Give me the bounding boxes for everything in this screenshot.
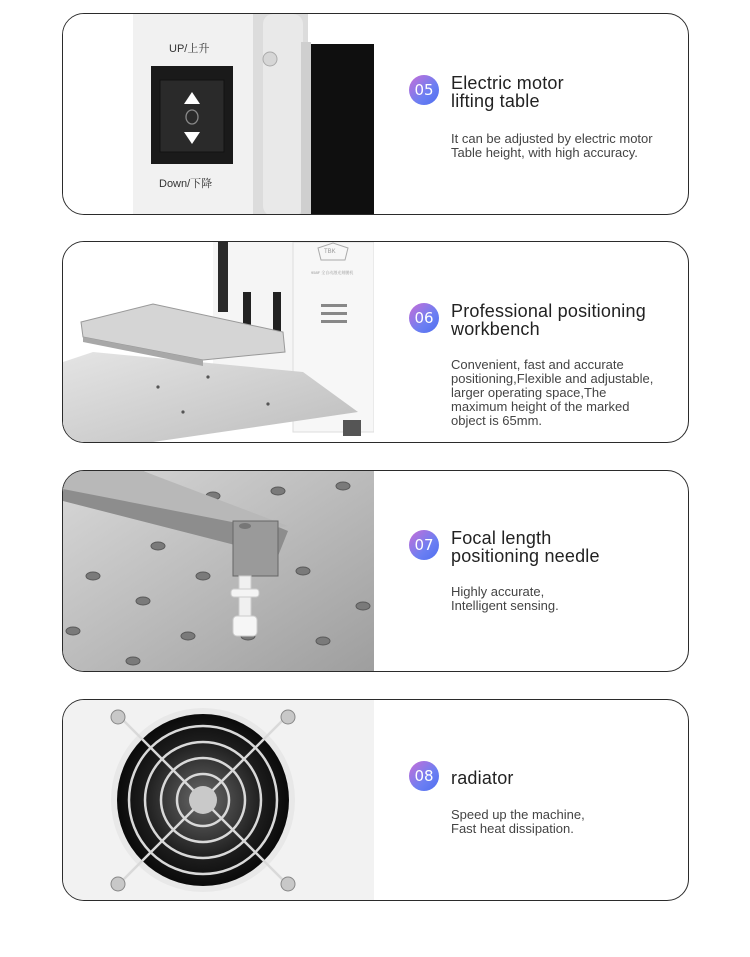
feature-description: It can be adjusted by electric motor Table height, with high accuracy. xyxy=(451,131,653,160)
feature-number-badge: 06 xyxy=(409,303,439,333)
brand-logo-text: TBK xyxy=(324,249,336,255)
feature-card-07 xyxy=(62,470,689,672)
feature-title: Professional positioning workbench xyxy=(451,301,646,339)
workbench-photo xyxy=(63,242,374,442)
feature-card-06 xyxy=(62,241,689,443)
feature-title: radiator xyxy=(451,768,514,788)
feature-description: Highly accurate, Intelligent sensing. xyxy=(451,584,559,613)
down-label: Down/下降 xyxy=(159,178,213,190)
feature-title: Focal length positioning needle xyxy=(451,528,600,566)
lifting-table-photo xyxy=(63,14,374,214)
feature-number-badge: 08 xyxy=(409,761,439,791)
feature-description: Speed up the machine, Fast heat dissipation. xyxy=(451,807,585,836)
up-label: UP/上升 xyxy=(169,43,210,55)
positioning-needle-photo xyxy=(63,471,374,671)
feature-card-05 xyxy=(62,13,689,215)
feature-description: Convenient, fast and accurate positioning,Flexible and adjustable, larger operating space,The maximum height of the marked object is 65mm. xyxy=(451,357,654,428)
model-label: 958F 全自动激光刻膜机 xyxy=(311,270,354,275)
radiator-fan-photo xyxy=(63,700,374,900)
feature-card-08 xyxy=(62,699,689,901)
feature-number-badge: 07 xyxy=(409,530,439,560)
feature-title: Electric motor lifting table xyxy=(451,73,564,111)
feature-number-badge: 05 xyxy=(409,75,439,105)
